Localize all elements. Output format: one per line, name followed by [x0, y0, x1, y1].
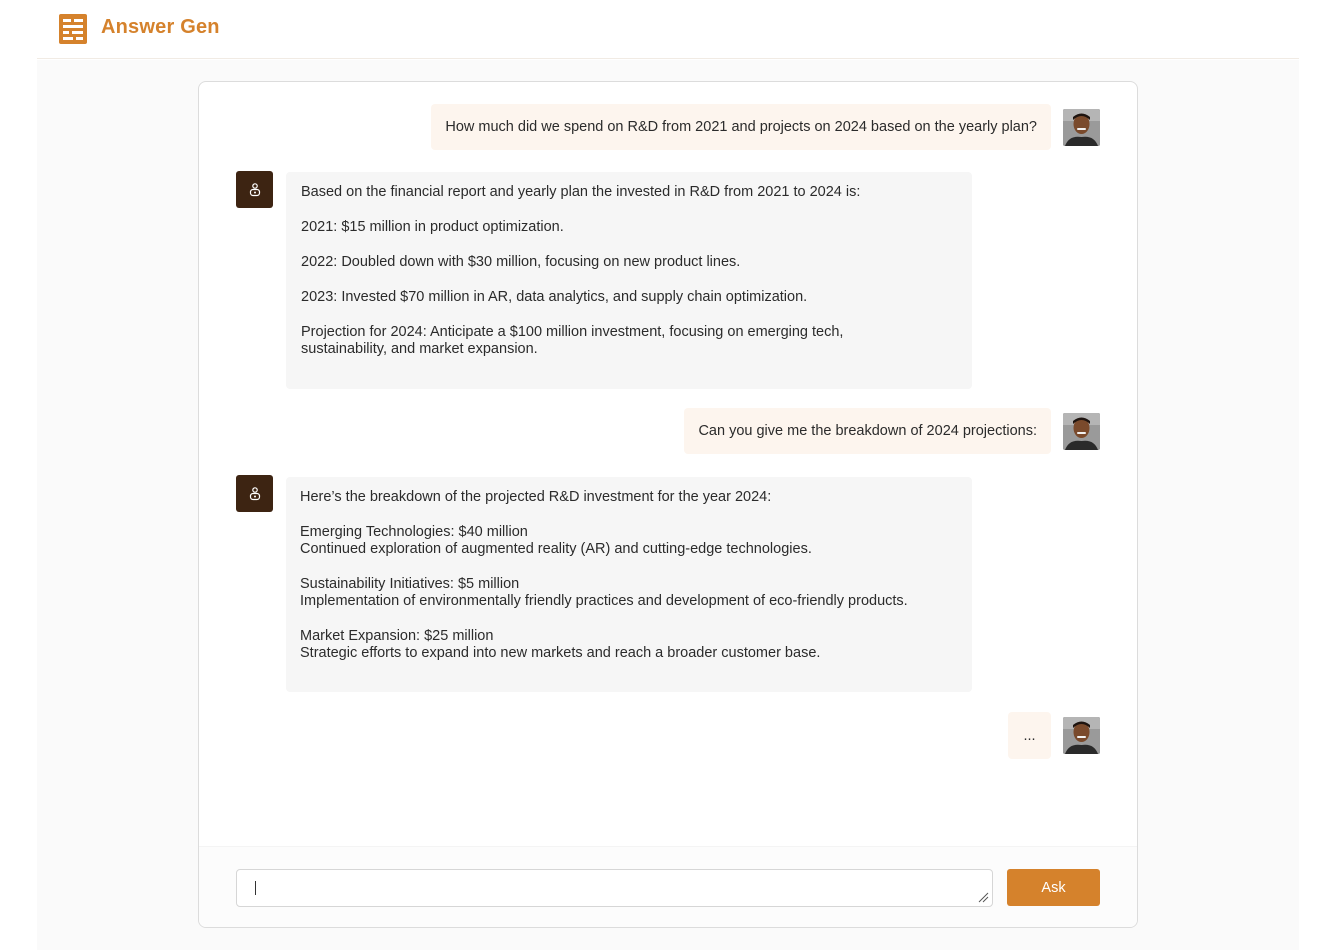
assistant-icon — [236, 475, 273, 512]
user-message-pending — [1008, 712, 1051, 759]
bot-icon — [248, 183, 262, 197]
assistant-line: Strategic efforts to expand into new markets and reach a broader customer base. — [300, 645, 821, 661]
assistant-paragraph — [301, 219, 957, 236]
assistant-paragraph — [300, 628, 957, 662]
user-message-text: Can you give me the breakdown of 2024 projections: — [698, 423, 1037, 439]
question-input[interactable] — [236, 869, 993, 907]
assistant-line: Based on the financial report and yearly plan the invested in R&D from 2021 to 2024 is: — [301, 184, 861, 200]
assistant-paragraph — [300, 489, 957, 506]
assistant-line: Projection for 2024: Anticipate a $100 million investment, focusing on emerging tech, sustainability, and market expansion. — [301, 324, 844, 357]
assistant-line: 2023: Invested $70 million in AR, data analytics, and supply chain optimization. — [301, 289, 808, 305]
assistant-icon — [236, 171, 273, 208]
user-avatar — [1063, 109, 1100, 146]
assistant-line: 2022: Doubled down with $30 million, focusing on new product lines. — [301, 254, 741, 270]
assistant-line: Sustainability Initiatives: $5 million — [300, 576, 520, 592]
assistant-paragraph — [300, 524, 957, 558]
app-title: Answer Gen — [101, 16, 220, 38]
user-message — [431, 104, 1051, 150]
logo-icon — [59, 14, 87, 44]
ask-button[interactable]: Ask — [1007, 869, 1100, 906]
chat-panel — [198, 81, 1138, 928]
user-avatar — [1063, 717, 1100, 754]
text-caret — [255, 881, 256, 895]
assistant-line: Continued exploration of augmented reality (AR) and cutting-edge technologies. — [300, 541, 812, 557]
assistant-message — [286, 172, 972, 389]
assistant-paragraph — [301, 289, 957, 306]
assistant-line: Here’s the breakdown of the projected R&D investment for the year 2024: — [300, 489, 772, 505]
bot-icon — [248, 487, 262, 501]
assistant-line: Implementation of environmentally friendly practices and development of eco-friendly products. — [300, 593, 908, 609]
assistant-paragraph — [300, 576, 930, 610]
user-avatar — [1063, 413, 1100, 450]
assistant-paragraph — [301, 254, 957, 271]
assistant-paragraph — [301, 324, 921, 358]
assistant-paragraph — [301, 184, 957, 201]
typing-indicator: ... — [1023, 728, 1036, 744]
user-message-text: How much did we spend on R&D from 2021 and projects on 2024 based on the yearly plan? — [445, 119, 1037, 135]
composer — [199, 846, 1137, 928]
assistant-message — [286, 477, 972, 692]
resize-handle-icon[interactable] — [978, 892, 989, 903]
assistant-line: Emerging Technologies: $40 million — [300, 524, 528, 540]
assistant-line: 2021: $15 million in product optimization. — [301, 219, 564, 235]
user-message — [684, 408, 1051, 454]
app-header — [37, 0, 1299, 59]
assistant-line: Market Expansion: $25 million — [300, 628, 494, 644]
